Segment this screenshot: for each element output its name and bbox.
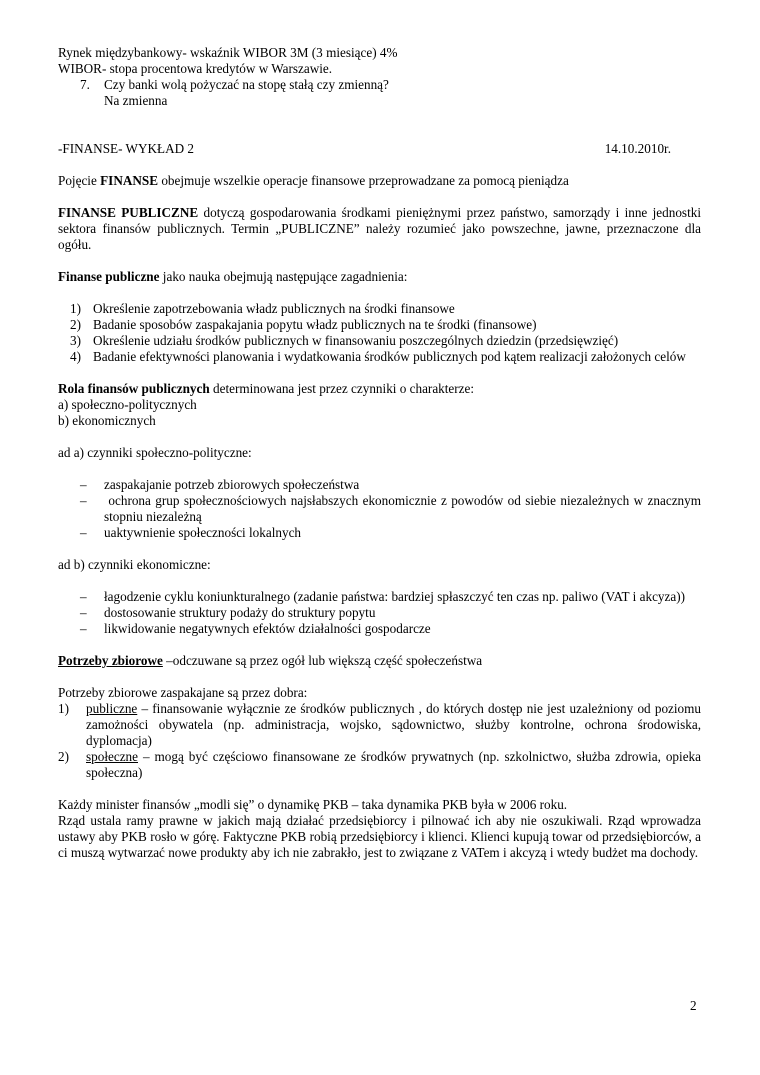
- list-text: uaktywnienie społeczności lokalnych: [104, 525, 302, 540]
- question-answer: Na zmienna: [104, 93, 168, 108]
- page-content: [58, 45, 705, 861]
- wibor-line: Rynek międzybankowy- wskaźnik WIBOR 3M (3 miesiące) 4%: [58, 45, 398, 60]
- public-finance-term: FINANSE PUBLICZNE: [58, 205, 199, 220]
- definition-term: FINANSE: [100, 173, 159, 188]
- list-text: łagodzenie cyklu koniunkturalnego (zadanie państwa: bardziej spłaszczyć ten czas np. paliwo (VAT i akcyza)): [104, 589, 686, 604]
- science-term: Finanse publiczne: [58, 269, 160, 284]
- lecture-date: 14.10.2010r.: [604, 141, 671, 156]
- dash-bullet-icon: –: [80, 589, 87, 604]
- dash-bullet-icon: –: [80, 477, 87, 492]
- page-number: 2: [690, 998, 697, 1013]
- list-item: [58, 493, 705, 525]
- goods-intro: Potrzeby zbiorowe zaspakajane są przez dobra:: [58, 685, 308, 700]
- closing-paragraph-1: Każdy minister finansów „modli się” o dynamikę PKB – taka dynamika PKB była w 2006 roku.: [58, 797, 568, 812]
- science-text: jako nauka obejmują następujące zagadnienia:: [159, 269, 408, 284]
- dash-bullet-icon: –: [80, 493, 87, 508]
- question-text: Czy banki wolą pożyczać na stopę stałą czy zmienną?: [104, 77, 389, 92]
- list-item: [58, 349, 701, 365]
- dash-bullet-icon: –: [80, 621, 87, 636]
- dash-bullet-icon: –: [80, 525, 87, 540]
- list-item: [58, 621, 701, 637]
- ad-a-title: ad a) czynniki społeczno-polityczne:: [58, 445, 252, 460]
- definition-text: obejmuje wszelkie operacje finansowe przeprowadzane za pomocą pieniądza: [158, 173, 569, 188]
- science-intro: [58, 269, 701, 285]
- public-finance-paragraph: [58, 205, 701, 253]
- list-text: likwidowanie negatywnych efektów działalności gospodarcze: [104, 621, 431, 636]
- lecture-header: [58, 141, 701, 157]
- list-text: Badanie sposobów zaspakajania popytu władz publicznych na te środki (finansowe): [93, 317, 537, 332]
- role-intro: [58, 381, 701, 397]
- role-term: Rola finansów publicznych: [58, 381, 210, 396]
- list-text: dostosowanie struktury podaży do struktury popytu: [104, 605, 376, 620]
- list-item: [58, 301, 701, 317]
- role-option-a: a) społeczno-politycznych: [58, 397, 197, 412]
- list-number: 2): [58, 749, 69, 764]
- role-option-b: b) ekonomicznych: [58, 413, 156, 428]
- wibor-definition: WIBOR- stopa procentowa kredytów w Warszawie.: [58, 61, 333, 76]
- list-item: [58, 317, 701, 333]
- list-text: Określenie udziału środków publicznych w finansowaniu poszczególnych dziedzin (przedsięwzięć): [93, 333, 619, 348]
- list-number: 4): [70, 349, 81, 364]
- goods-term: społeczne: [86, 749, 138, 764]
- list-text: Badanie efektywności planowania i wydatkowania środków publicznych pod kątem realizacji założonych celów: [93, 349, 686, 364]
- list-item: [58, 477, 701, 493]
- list-item: [58, 333, 701, 349]
- role-text: determinowana jest przez czynniki o charakterze:: [209, 381, 475, 396]
- list-item: [58, 749, 701, 781]
- goods-term: publiczne: [86, 701, 138, 716]
- ad-b-title: ad b) czynniki ekonomiczne:: [58, 557, 211, 572]
- collective-needs: [58, 653, 701, 669]
- list-text: – mogą być częściowo finansowane ze środków prywatnych (np. szkolnictwo, służba zdrowia, opieka społeczna): [86, 749, 701, 780]
- list-text: ochrona grup społecznościowych najsłabszych ekonomicznie z powodów od siebie niezależnych w znacznym stopniu niezależną: [104, 493, 705, 524]
- closing-paragraph-2: Rząd ustala ramy prawne w jakich mają działać przedsiębiorcy i pilnować ich aby nie oszukiwali. Rząd wprowadza ustawy aby PKB rosło w górę. Faktyczne PKB robią przedsiębiorcy i klienci. Klienci kupują towar od przedsiębiorców, a ci muszą wytwarzać nowe produkty aby ich nie zabrakło, jest to związane z VATem i akcyzą i wtedy budżet ma dochody.: [58, 813, 701, 860]
- list-number: 2): [70, 317, 81, 332]
- list-text: zaspakajanie potrzeb zbiorowych społeczeństwa: [104, 477, 360, 492]
- list-item: [58, 589, 701, 605]
- list-item: [58, 701, 701, 749]
- collective-needs-term: Potrzeby zbiorowe: [58, 653, 163, 668]
- dash-bullet-icon: –: [80, 605, 87, 620]
- list-item: [58, 605, 701, 621]
- list-number: 1): [70, 301, 81, 316]
- question-number: 7.: [80, 77, 90, 92]
- public-finance-text: dotyczą gospodarowania środkami pieniężnymi przez państwo, samorządy i inne jednostki sektora finansów publicznych. Termin „PUBLICZNE” należy rozumieć jako powszechne, jawne, przeznaczone dla ogółu.: [58, 205, 701, 252]
- finance-definition: [58, 173, 701, 189]
- list-item: [58, 525, 701, 541]
- list-text: – finansowanie wyłącznie ze środków publicznych , do których dostęp nie jest uzależniony od poziomu zamożności obywatela (np. administracja, wojsko, sądownictwo, służby kontrolne, ochrona środowiska, dyplomacja): [86, 701, 701, 748]
- question-item: [58, 77, 701, 93]
- list-number: 3): [70, 333, 81, 348]
- list-text: Określenie zapotrzebowania władz publicznych na środki finansowe: [93, 301, 455, 316]
- collective-needs-text: –odczuwane są przez ogół lub większą część społeczeństwa: [162, 653, 483, 668]
- lecture-title: -FINANSE- WYKŁAD 2: [58, 141, 195, 156]
- list-number: 1): [58, 701, 69, 716]
- definition-prefix: Pojęcie: [58, 173, 101, 188]
